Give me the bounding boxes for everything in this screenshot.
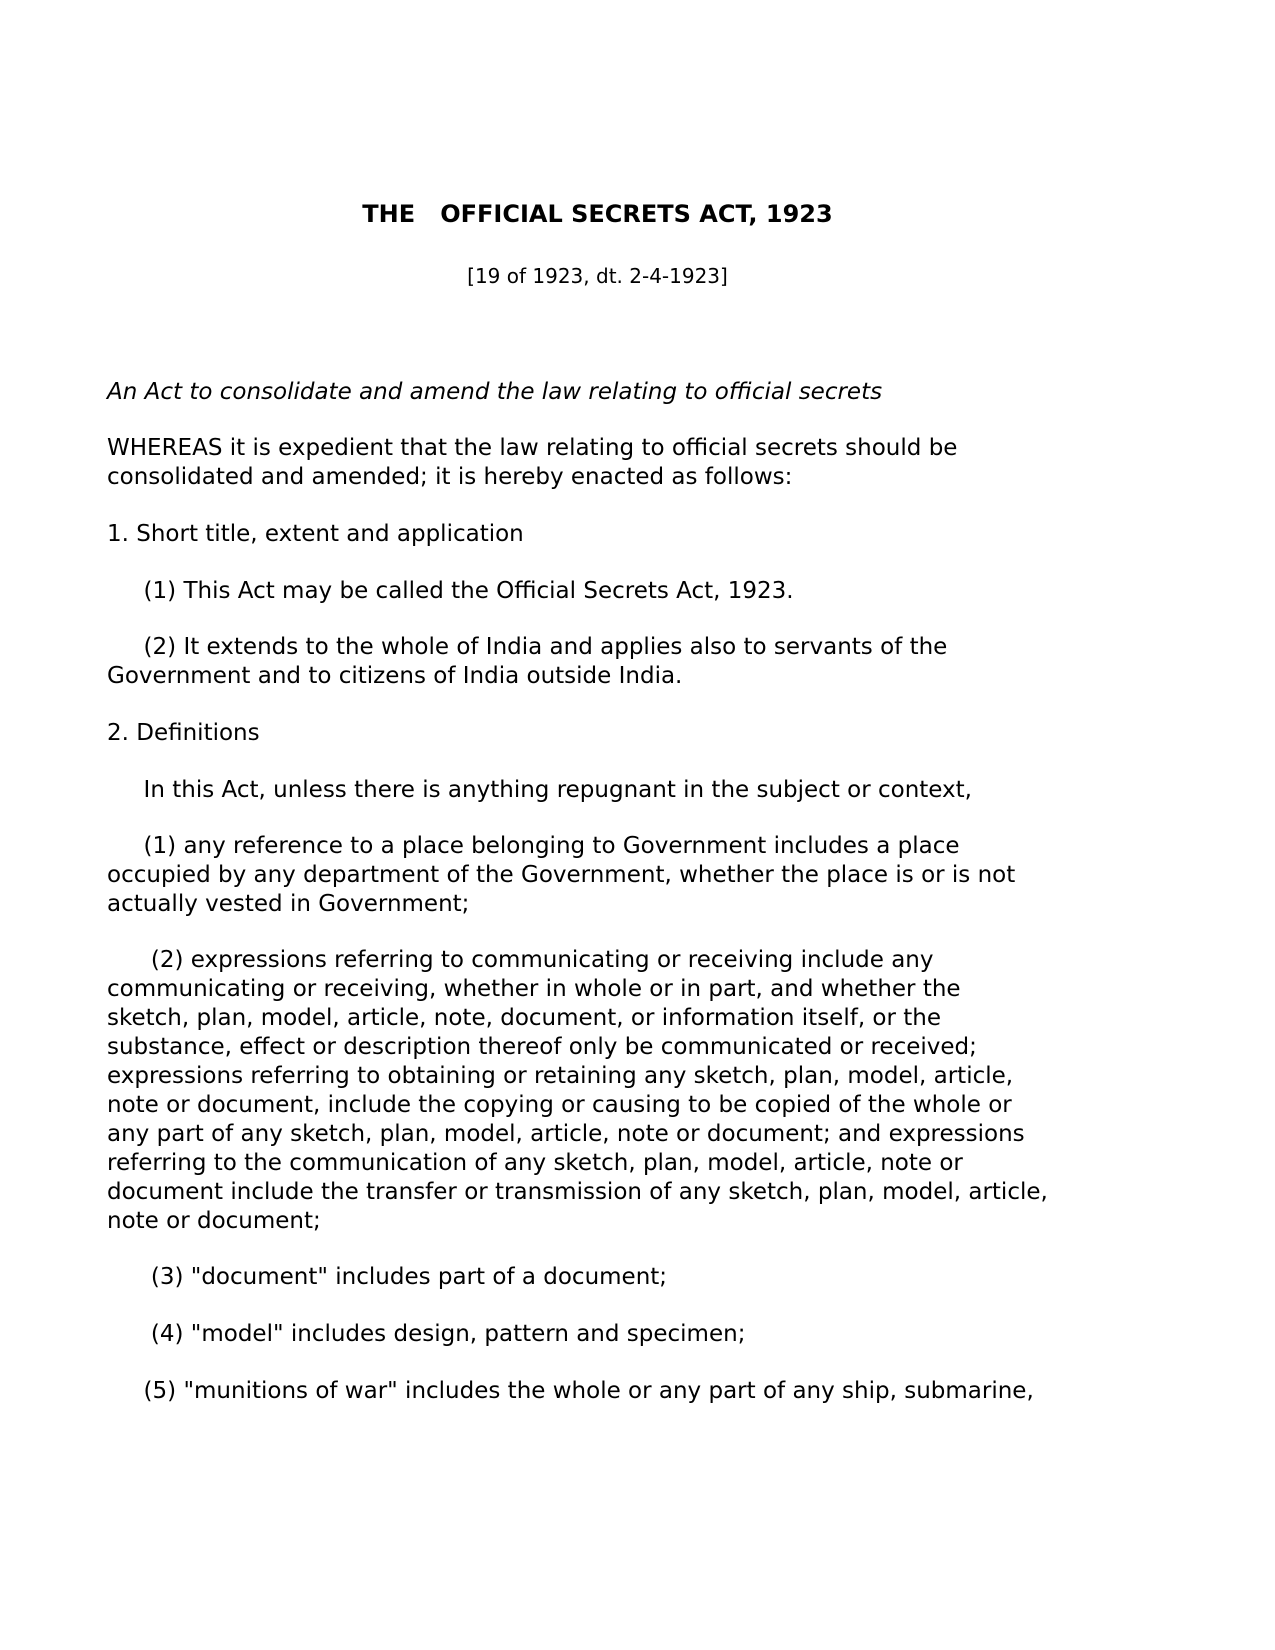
preamble-line: consolidated and amended; it is hereby enacted as follows: bbox=[107, 464, 793, 490]
clause-line: referring to the communication of any sketch, plan, model, article, note or bbox=[107, 1150, 963, 1176]
clause-line: sketch, plan, model, article, note, document, or information itself, or the bbox=[107, 1005, 942, 1031]
definitions-intro: In this Act, unless there is anything repugnant in the subject or context, bbox=[107, 777, 972, 803]
clause-line: note or document, include the copying or causing to be copied of the whole or bbox=[107, 1092, 1012, 1118]
section-heading: 2. Definitions bbox=[107, 720, 260, 746]
preamble-line: WHEREAS it is expedient that the law relating to official secrets should be bbox=[107, 435, 958, 461]
clause-line: (2) expressions referring to communicating or receiving include any bbox=[107, 947, 934, 973]
clause-line: (1) This Act may be called the Official Secrets Act, 1923. bbox=[107, 578, 794, 604]
clause-line: (2) It extends to the whole of India and applies also to servants of the bbox=[107, 634, 948, 660]
clause-line: (3) "document" includes part of a document; bbox=[107, 1264, 668, 1290]
clause-line: substance, effect or description thereof only be communicated or received; bbox=[107, 1034, 977, 1060]
clause-line: any part of any sketch, plan, model, article, note or document; and expressions bbox=[107, 1121, 1025, 1147]
document-title: THE OFFICIAL SECRETS ACT, 1923 bbox=[362, 200, 833, 228]
clause-line: (4) "model" includes design, pattern and specimen; bbox=[107, 1321, 746, 1347]
clause-line: (1) any reference to a place belonging to Government includes a place bbox=[107, 833, 960, 859]
long-title: An Act to consolidate and amend the law relating to official secrets bbox=[107, 379, 883, 405]
act-citation: [19 of 1923, dt. 2-4-1923] bbox=[467, 264, 728, 288]
clause-line: expressions referring to obtaining or retaining any sketch, plan, model, article, bbox=[107, 1063, 1014, 1089]
clause-line: occupied by any department of the Government, whether the place is or is not bbox=[107, 862, 1016, 888]
clause-line: (5) "munitions of war" includes the whole or any part of any ship, submarine, bbox=[107, 1378, 1034, 1404]
clause-line: document include the transfer or transmission of any sketch, plan, model, article, bbox=[107, 1179, 1048, 1205]
clause-line: note or document; bbox=[107, 1208, 321, 1234]
clause-line: Government and to citizens of India outside India. bbox=[107, 663, 683, 689]
clause-line: actually vested in Government; bbox=[107, 891, 470, 917]
clause-line: communicating or receiving, whether in whole or in part, and whether the bbox=[107, 976, 961, 1002]
section-heading: 1. Short title, extent and application bbox=[107, 521, 524, 547]
